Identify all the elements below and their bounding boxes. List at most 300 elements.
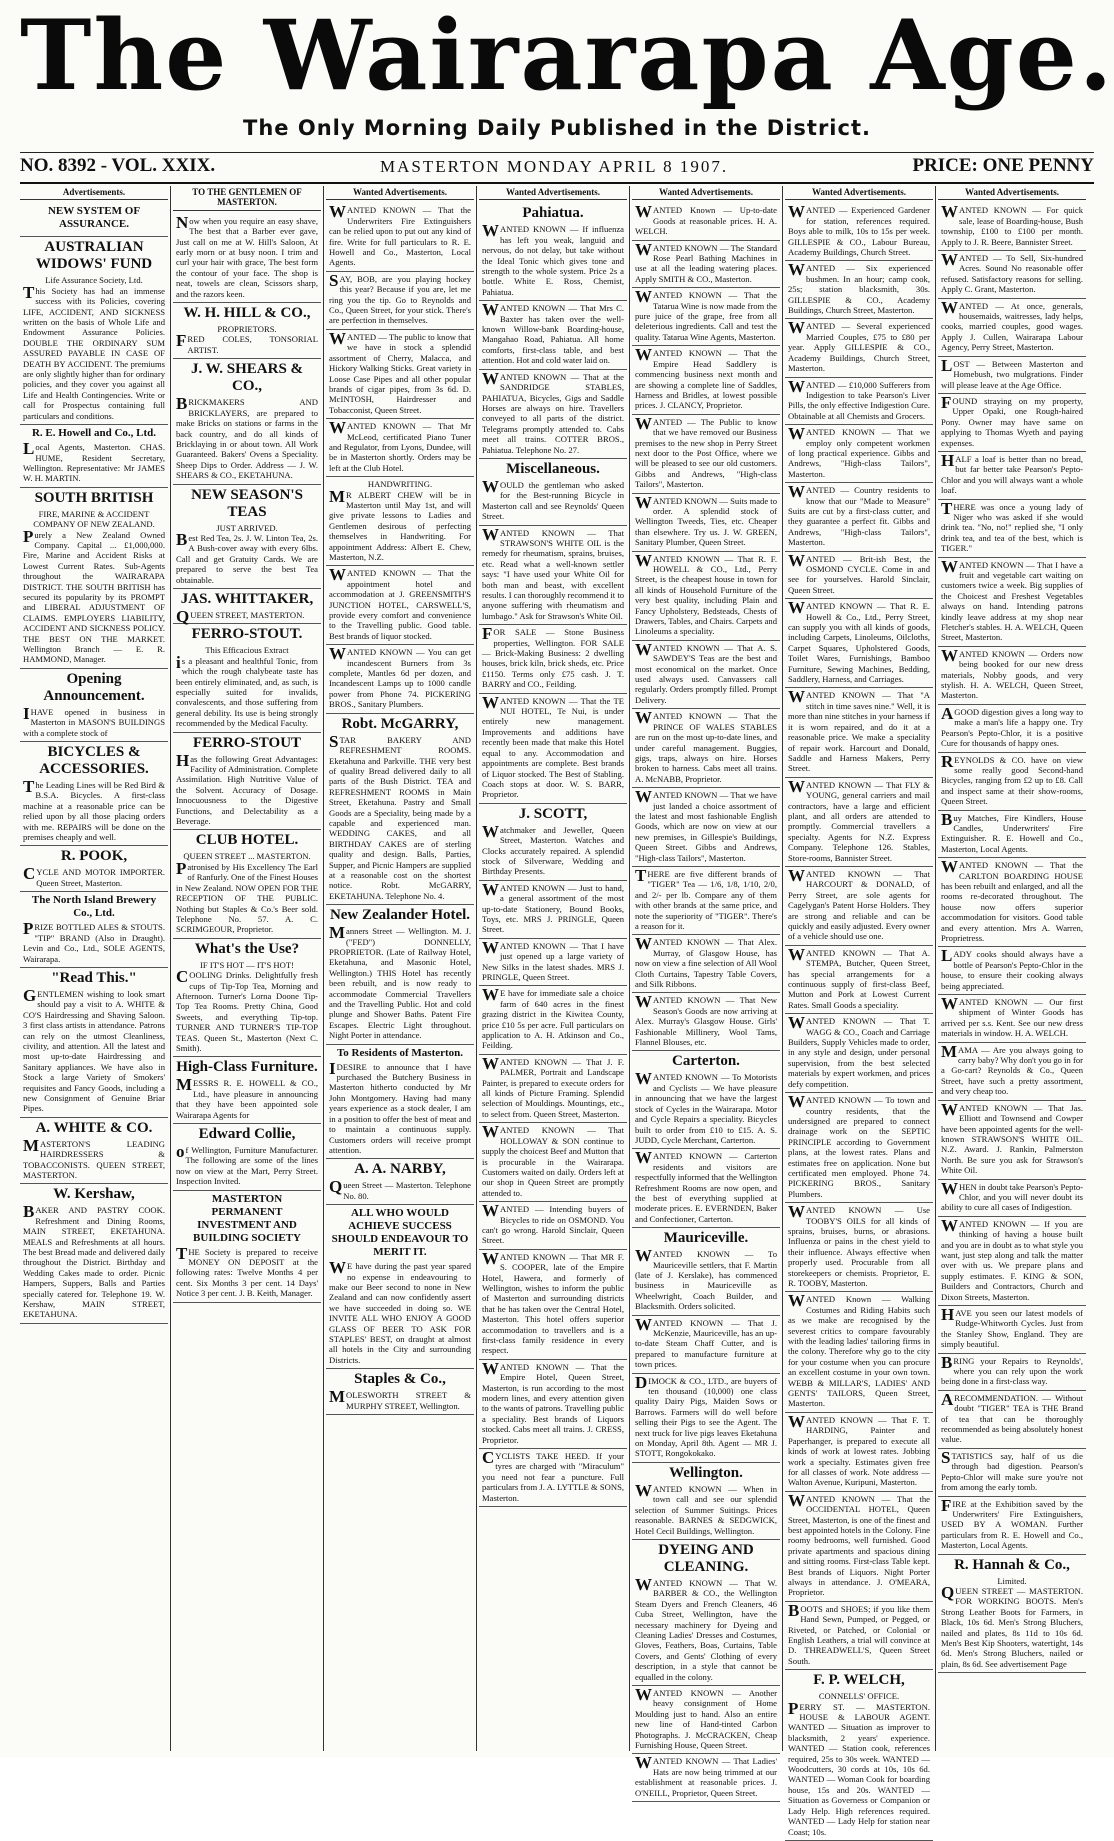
newspaper-column (173, 186, 321, 1751)
ad-body: WOULD the gentleman who asked for the Best-running Bicycle in Masterton call and see Reynolds' Queen Street. (482, 476, 624, 522)
ad-body: WANTED — To Sell, Six-hundred Acres. Sound No reasonable offer refused. Satisfactory reasons for selling. Apply C. Grant, Masterton. (941, 250, 1083, 295)
ad-heading: High-Class Furniture. (176, 1059, 318, 1076)
advertisement (938, 753, 1086, 811)
advertisement (173, 1124, 321, 1191)
advertisement (785, 867, 933, 946)
ad-heading: MASTERTON PERMANENT INVESTMENT AND BUILDING SOCIETY (193, 1192, 301, 1244)
ad-body: Watchmaker and Jeweller, Queen Street, Masterton. Watches and Clocks accurately repaired. A splendid stock of Silverware, Wedding and Birthday Presents. (482, 821, 624, 877)
advertisement (632, 1228, 780, 1315)
ad-body: QUEEN STREET, MASTERTON. (176, 606, 305, 626)
ad-body: REYNOLDS & CO. have on view some really good Second-hand Bicycles, ranging from £2 up to £8. Call and inspect same at their show-rooms, Queen Street. (941, 751, 1083, 807)
advertisement (632, 1686, 780, 1754)
ad-body: WANTED KNOWN — When in town call and see our splendid selection of Summer Suitings. Prices reasonable. BARNES & SEDGWICK, Hotel Cecil Buildings, Wellington. (635, 1480, 777, 1536)
advertisement (632, 346, 780, 414)
ad-body: WANTED — £10,000 Sufferers from Indigestion to take Pearson's Liver Pills, the only effective Indigestion Cure. Obtainable at all Chemists and Grocers. (788, 376, 930, 421)
ad-body: WANTED KNOWN — That New Season's Goods are now arriving at Alex. Murray's Glasgow House. Girls' Fashionable Millinery, Wool Tams, Flannel Blouses, etc. (635, 992, 777, 1048)
ad-body: Patronised by His Excellency The Earl of Ranfurly. One of the Finest Houses in New Zealand. NOW OPEN FOR THE RECEPTION OF THE PUBLIC. Nothing but Staples & Co.'s Beer sold. Telephone No. 57. A. C. SCRIMGEOUR, Proprietor. (176, 858, 318, 935)
advertisement (938, 1217, 1086, 1306)
ad-body: THERE was once a young lady of Niger who was asked if she would drink tea. "No, no!" replied she, "I only drink tea, and tea of the best, which is TIGER." (941, 498, 1083, 554)
ad-body: HALF a loaf is better than no bread, but far better take Pearson's Pepto-Chlor and you will always want a whole loaf. (941, 450, 1083, 496)
column-rule (782, 186, 783, 1751)
advertisement (632, 788, 780, 867)
column-rule (629, 186, 630, 1751)
advertisement (479, 1202, 627, 1250)
ad-body: WANTED KNOWN — To Mauriceville settlers, that F. Martin (late of J. Kerslake), has commenced business in Mauriceville as Wheelwright, Coach Builder, and Blacksmith. Orders solicited. (635, 1246, 777, 1312)
ad-body: WANTED KNOWN — You can get incandescent Burners from 3s complete, Mantles 6d per dozen, and Incandescent Lamps up to 1000 candle power from Phone 74. PICKERING BROS., Sanitary Plumbers. (329, 644, 471, 710)
ad-body: WANTED KNOWN — If you are thinking of having a house built and you are in doubt as to what style you want, just step along and talk the matter over with us. We prepare plans and supply estimates. F. KING & SON, Builders and Contractors, Church and Dixon Streets, Masterton. (941, 1215, 1083, 1302)
ad-subheading: IF IT'S HOT — IT'S HOT! (200, 959, 294, 970)
advertisement (326, 203, 474, 271)
ad-heading: NEW SEASON'S TEAS (191, 486, 303, 520)
ad-body: WANTED KNOWN — That the PRINCE OF WALES STABLES are run on the most up-to-date lines, and under careful management. Buggies, gigs, traps, always on hire. Horses broken to harness. Cabs meet all trains. A. McNABB, Proprietor. (635, 708, 777, 784)
ad-body: WANTED KNOWN — That the TE NUI HOTEL, Te Nui, is under entirely new management. Improvements and additions have recently been made that make this Hotel equal to any. Accommodation and appointments are complete. Best brands of Liquor stocked. The Best of Stabling. Coach stops at door. W. S. BARR, Proprietor. (482, 692, 624, 800)
ad-subheading: This Efficacious Extract (205, 645, 289, 656)
ad-heading: J. W. SHEARS & CO., (190, 361, 304, 395)
ad-heading: ALL WHO WOULD ACHIEVE SUCCESS SHOULD ENDEAVOUR TO MERIT IT. (331, 1207, 469, 1259)
ad-body: COOLING Drinks. Delightfully fresh cups of Tip-Top Tea, Morning and Afternoon. Turner's Lorna Doone Tip-Top Tea Rooms. Pretty China, Good Sweets, and everything Tip-top. TURNER AND TURNER'S TIP-TOP TEAS. Queen St., Masterton (Next C. Smith). (176, 967, 318, 1053)
advertisement (479, 694, 627, 804)
ad-heading: NEW SYSTEM OF ASSURANCE. (47, 205, 141, 231)
ad-body: WANTED — Intending buyers of Bicycles to ride on OSMOND. You can't go wrong. Harold Sinclair, Queen Street. (482, 1201, 624, 1246)
issue-date: MASTERTON MONDAY APRIL 8 1907. (380, 157, 729, 176)
advertisement (938, 251, 1086, 299)
ad-body: WANTED KNOWN — That Ladies' Hats are now being trimmed at our establishment at reasonable prices. J. O'NEILL, Proprietor, Queen Street. (635, 1753, 777, 1798)
ad-body: WANTED KNOWN — That "A stitch in time saves nine." Well, it is more than nine stitches in your harness if it is worn repaired, and do it at a reasonable price. We make a speciality of repair work. Harcourt and Donald, Saddle and Harness Makers, Perry Street. (788, 687, 930, 774)
advertisement (20, 968, 168, 1118)
ad-body: WANTED KNOWN — That the appointment hotel and accommodation at J. GREENSMITH'S JUNCTION HOTEL, CARSWELL'S, provide every comfort and convenience to the Travelling public. Good table. Best brands of liquor stocked. (329, 565, 471, 641)
ad-body: WANTED — Experienced Gardener for station, references required. Boys able to milk, 10s to 15s per week. GILLESPIE & CO., Labour Bureau, Academy Buildings, Church Street. (788, 202, 930, 258)
ad-heading: New Zealander Hotel. (329, 907, 471, 924)
advertisement (20, 488, 168, 669)
ad-heading: R. Hannah & Co., (954, 1556, 1070, 1573)
ad-body: WANTED KNOWN — For quick sale, lease of Boarding-house, Bush township, £100 to £100 per month. Apply to J. R. Beere, Bannister Street. (941, 202, 1083, 247)
advertisement (632, 415, 780, 494)
issue-price: PRICE: ONE PENNY (912, 155, 1094, 176)
ad-body: BRICKMAKERS AND BRICKLAYERS, are prepared to make Bricks on stations or farms in the back country, and do all kinds of Bricklaying in or about town. All Work Guaranteed. Bakers' Ovens a Speciality. Sheep Dips to Order. Address — J. W. SHEARS & CO., EKETAHUNA. (176, 394, 318, 481)
advertisement (479, 370, 627, 459)
ad-heading: DYEING AND CLEANING. (658, 1541, 754, 1575)
advertisement (479, 1250, 627, 1360)
ad-subheading: HANDWRITING. (367, 479, 433, 490)
ad-body: of Wellington, Furniture Manufacturer. The following are some of the lines now on view at the Mart, Perry Street. Inspection Invited. (176, 1142, 318, 1187)
advertisement (938, 394, 1086, 452)
ad-body: AGOOD digestion gives a long way to make a man's life a happy one. Try Pearson's Pepto-Chlor, it is a positive Cure for thousands of happy ones. (941, 703, 1083, 749)
ad-heading: Mauriceville. (663, 1230, 749, 1247)
ad-body: WANTED — Brit-ish Best, the OSMOND CYCLE. Come in and see for yourselves. Harold Sinclair, Queen Street. (788, 550, 930, 595)
ad-body: MESSRS R. E. HOWELL & CO., Ltd., have pleasure in announcing that they have been appointed sole Wairarapa Agents for (176, 1075, 318, 1120)
ad-body: FOR SALE — Stone Business properties, Wellington. FOR SALE — Brick-Making Business: 2 dwelling houses, brick kiln, brick sheds, etc. Price £1150. Terms only £75 cash. J. T. BARRY and CO., Feilding. (482, 624, 624, 690)
advertisement (326, 1045, 474, 1160)
advertisement (938, 947, 1086, 995)
ad-heading: J. SCOTT, (518, 805, 588, 822)
advertisement (632, 203, 780, 240)
advertisement (938, 995, 1086, 1043)
ad-body: WANTED KNOWN — That the Empire Head Saddlery is commencing business next month and are showing a complete line of Saddles, Harness and Bridles, at lowest possible prices. J. CLANCY, Proprietor. (635, 345, 777, 411)
column-heading: Wanted Advertisements. (938, 186, 1086, 200)
ad-body: WANTED KNOWN — That we have just landed a choice assortment of the latest and most fashionable English Goods, which are now on view at our new premises, in Gillespie's Buildings, Queen Street. Gibbs and Andrews, "High-class Tailors", Masterton. (635, 787, 777, 863)
ad-body: WANTED KNOWN — That the CARLTON BOARDING HOUSE has been rebuilt and enlarged, and all the rooms re-decorated throughout. The house now offers superior accommodation for visitors. Good table and every attention. Mrs A. Warren, Proprietress. (941, 857, 1083, 943)
ad-body: WANTED KNOWN — That the OCCIDENTAL HOTEL, Queen Street, Masterton, is one of the finest and best appointed hotels in the Colony. Fine roomy bedrooms, well furnished. Good private apartments and spacious dining and sitting rooms. First-class Table kept. Best brands of Liquors. Night Porter always in attendance. J. O'MEARA, Proprietor. (788, 1490, 930, 1598)
advertisement (326, 1205, 474, 1369)
newspaper-column (326, 186, 474, 1751)
ad-body: FRED COLES, TONSORIAL ARTIST. (176, 331, 318, 355)
advertisement (632, 641, 780, 709)
ad-body: Now when you require an easy shave, The best that a Barber ever gave, Just call on me at W. Hill's Saloon, At early morn or at busy noon. I trim and curl your hair with grace, The best form the contour of your face. The shop is neat, towels are clean, Scissors sharp, and the razors keen. (176, 212, 318, 299)
ad-body: WANTED — Several experienced Married Couples, £75 to £80 per year. Apply GILLESPIE & CO., Academy Buildings, Church Street, Masterton. (788, 318, 930, 374)
ad-body: WANTED KNOWN — That J. F. PALMER, Portrait and Landscape Painter, is prepared to execute orders for all kinds of Picture Framing. Splendid selection of Mouldings. Mountings, etc., to select from. Queen Street, Masterton. (482, 1053, 624, 1119)
ad-subheading: PROPRIETORS. (217, 324, 277, 335)
advertisement (785, 1203, 933, 1292)
ad-heading: W. Kershaw, (53, 1186, 135, 1203)
advertisement (479, 203, 627, 301)
ad-heading: Miscellaneous. (506, 460, 600, 477)
ad-body: Manners Street — Wellington. M. J. ("FED") DONNELLY, PROPRIETOR. (Late of Railway Hotel, Eketahuna, and Masonic Hotel, Wellington.) THIS Hotel has recently been rebuilt, and is now ready to accommodate Commercial Travellers and the Travelling Public. Hot and cold plunge and Shower Baths. Patent Fire Escapes. Electric Light throughout. Night Porter in attendance. (329, 923, 471, 1041)
advertisement (326, 645, 474, 713)
ad-heading: R. E. Howell and Co., Ltd. (31, 427, 157, 440)
advertisement (326, 566, 474, 645)
ad-heading: A. A. NARBY, (354, 1161, 446, 1178)
ad-body: WANTED KNOWN — That I have a fruit and vegetable cart waiting on customers twice a week. Big supplies of the Choicest and Freshest Vegetables always on hand. Intending patrons kindly leave address at my shop near Fletcher's stables. H. A. WELCH, Queen Street, Masterton. (941, 556, 1083, 643)
advertisement (938, 1180, 1086, 1217)
advertisement (20, 203, 168, 237)
newspaper-column (938, 186, 1086, 1751)
ad-subheading: FIRE, MARINE & ACCIDENT COMPANY OF NEW ZEALAND. (33, 508, 155, 530)
ad-heading: Carterton. (672, 1053, 740, 1070)
ad-body: WHEN in doubt take Pearson's Pepto-Chlor, and you will never doubt its ability to cure all cases of Indigestion. (941, 1178, 1083, 1213)
advertisement (632, 1540, 780, 1686)
ad-body: DIMOCK & CO., LTD., are buyers of ten thousand (10,000) one class quality Dairy Pigs, Maiden Sows or Barrows. Farmers will do well before selling their Pigs to see the Agent. The next truck for live pigs leaves Eketahuna on Monday, April 8th. Agent — MR J. STOTT, Rongokokako. (635, 1372, 777, 1459)
advertisement (20, 1184, 168, 1323)
newspaper-column (479, 186, 627, 1751)
ad-body: WANTED KNOWN — Just to hand, a general assortment of the most up-to-date Stationery, Bound Books, Toys, etc. MRS J. PRINGLE, Queen Street. (482, 879, 624, 935)
top-rule (20, 152, 1094, 153)
ad-subheading: CONNELLS' OFFICE. (818, 1691, 900, 1702)
dateline (20, 155, 1094, 183)
advertisement (938, 705, 1086, 753)
advertisement (20, 669, 168, 742)
ad-body: WANTED KNOWN — That J. McKenzie, Mauriceville, has an up-to-date Steam Chaff Cutter, and is prepared to manufacture furniture at town prices. (635, 1314, 777, 1370)
advertisement (479, 1055, 627, 1123)
advertisement (785, 483, 933, 551)
advertisement (785, 599, 933, 688)
masthead-title: The Wairarapa Age. (20, 0, 1114, 112)
ad-body: WANTED KNOWN — To Motorists and Cyclists — We have pleasure in announcing that we have the largest stock of Cycles in the Wairarapa. Motor and Cycle Repairs a speciality. Bicycles built to order from £10 to £15. A. S. JUDD, Cycle Merchant, Carterton. (635, 1069, 777, 1145)
advertisement (785, 552, 933, 600)
ad-body: MOLESWORTH STREET & MURPHY STREET, Wellington. (329, 1387, 471, 1411)
advertisement (938, 1391, 1086, 1449)
advertisement (785, 319, 933, 377)
advertisement (173, 589, 321, 624)
ad-heading: SOUTH BRITISH (34, 489, 154, 506)
column-rule (935, 186, 936, 1751)
advertisement (632, 494, 780, 552)
ad-body: Has the following Great Advantages: Facility of Administration. Complete Assimilation. High Nutritive Value of the Solvent. Accuracy of Dosage. Innocuousness to the Digestive Functions, and Delectability as a Beverage. (176, 750, 318, 827)
ad-body: WANTED KNOWN — That F. T. HARDING, Painter and Paperhanger, is prepared to execute all kinds of work at lowest rates. Jobbing work a specialty. Estimates given free for all classes of work. Note address — Walton Avenue, Kuripuni, Masterton. (788, 1411, 930, 1488)
ad-body: WANTED KNOWN — That MR F. S. COOPER, late of the Empire Hotel, Hawera, and formerly of Wellington, wishes to inform the public of Masterton and surrounding districts that he has taken over the Central Hotel, Masterton. This hotel offers superior accommodation to travellers and is a first-class family residence in every respect. (482, 1248, 624, 1356)
advertisement (632, 993, 780, 1051)
advertisement (632, 1463, 780, 1540)
advertisement (938, 858, 1086, 947)
advertisement (632, 935, 780, 993)
advertisement (326, 272, 474, 330)
ad-body: The Leading Lines will be Red Bird & B.S.A. Bicycles. A first-class machine at a reasonable price can be relied upon by all those placing orders with me. REPAIRS will be done on the premises cheaply and well. (23, 777, 165, 843)
advertisement (479, 526, 627, 626)
advertisement (938, 1306, 1086, 1354)
advertisement (326, 330, 474, 419)
advertisement (20, 1118, 168, 1185)
ad-body: WANTED KNOWN — Orders now being booked for our new dress materials, Nobby goods, and very stylish. H. A. WELCH, Queen Street, Masterton. (941, 645, 1083, 701)
advertisement (20, 892, 168, 968)
column-area (20, 186, 1094, 1837)
ad-body: THERE are five different brands of "TIGER" Tea — 1/6, 1/8, 1/10, 2/0, and 2/- per lb. Compare any of them with other brands at the same price, and note the superiority of "TIGER". There's a reason for it. (635, 865, 777, 931)
ad-body: PERRY ST. — MASTERTON. HOUSE & LABOUR AGENT. WANTED — Situation as improver to blacksmith, 2 years' experience. WANTED — Station cook, references required, 25s to 30s week. WANTED — Woodcutters, 30 cords at 10s, 10s 6d. WANTED — Woman Cook for boarding house, 15s and 20s. WANTED — Situation as Governess or Companion or Lady Help. High references required. WANTED — Lady Help for station near Coast; 10s. (788, 1698, 930, 1837)
ad-body: STATISTICS say, half of us die through bad digestion. Pearson's Pepto-Chlor will make sure you're not from among the early tomb. (941, 1447, 1083, 1493)
advertisement (938, 1354, 1086, 1391)
ad-body: IHAVE opened in business in Masterton in MASON'S BUILDINGS with a complete stock of (23, 703, 165, 738)
advertisement (785, 778, 933, 867)
ad-body: BOOTS and SHOES; if you like them Hand Sewn, Pumped, or Pegged, or Riveted, or Patched, or Colonial or English Leathers, a trial will convince at D. THREADWELL'S, Queen Street South. (788, 1600, 930, 1666)
column-rule (476, 186, 477, 1751)
ad-body: HAVE you seen our latest models of Rudge-Whitworth Cycles. Just from the Stanley Show, England. They are simply beautiful. (941, 1305, 1083, 1350)
ad-body: is a pleasant and healthful Tonic, from which the rough chalybeate taste has been entirely eliminated, and, as such, is especially suited for invalids, convalescents, and those suffering from general debility. Its use is being strongly recommended by the Medical Faculty. (176, 652, 318, 729)
advertisement (173, 733, 321, 831)
advertisement (938, 1101, 1086, 1180)
advertisement (173, 303, 321, 359)
advertisement (632, 288, 780, 346)
ad-body: LOST — Between Masterton and Homebush, two mulgrations. Finder will please leave at the Age Office. (941, 355, 1083, 390)
newspaper-column (632, 186, 780, 1798)
ad-body: Queen Street — Masterton. Telephone No. 80. (329, 1177, 471, 1201)
ad-heading: CLUB HOTEL. (195, 832, 299, 849)
advertisement (173, 1191, 321, 1303)
masthead (20, 0, 1114, 120)
advertisement (785, 1670, 933, 1841)
advertisement (479, 804, 627, 881)
advertisement (938, 299, 1086, 357)
ad-heading: Wellington. (669, 1464, 743, 1481)
advertisement (938, 203, 1086, 251)
ad-body: THE Society is prepared to receive MONEY ON DEPOSIT at the following rates: Twelve Months 4 per cent. Six Months 3 per cent. 14 Days' Notice 3 per cent. J. B. Keith, Manager. (176, 1243, 318, 1299)
ad-body: WANTED KNOWN — That FLY & YOUNG, general carriers and mail contractors, have a large and efficient plant, and all orders are attended to promptly. Commercial travellers a specialty. Agents for N.Z. Express Company. Telephone 126. Stables, Store-rooms, Bannister Street. (788, 776, 930, 863)
advertisement (479, 459, 627, 526)
ad-body: MAMA — Are you always going to carry baby? Why don't you go in for a Go-cart? Reynolds & Co., Queen Street, have such a pretty assortment, and very cheap too. (941, 1041, 1083, 1097)
column-rule (323, 186, 324, 1751)
advertisement (326, 419, 474, 477)
ad-body: BAKER AND PASTRY COOK. Refreshment and Dining Rooms, MAIN STREET, EKETAHUNA. MEALS and Refreshments at all hours. The best Bread made and delivered daily throughout the District. Birthday and Wedding Cakes made to order. Picnic Hampers, Suppers, Balls and Parties specially catered for. Telephone 19. W. Kershaw, MAIN STREET, EKETAHUNA. (23, 1202, 165, 1320)
ad-heading: Opening Announcement. (43, 670, 145, 704)
ad-heading: To Residents of Masterton. (336, 1046, 464, 1059)
ad-heading: "Read This." (51, 969, 137, 986)
advertisement (785, 1093, 933, 1203)
ad-body: WANTED KNOWN — That the Tatarua Wine is now made from the pure juice of the grape, free from all deleterious ingredients. Call and test the quality. Tatarua Wine Agents, Masterton. (635, 287, 777, 342)
ad-body: WANTED KNOWN — That W. BARBER & CO., the Wellington Steam Dyers and French Cleaners, 46 Cuba Street, Wellington, have the necessary machinery for Dyeing and Cleaning Ladies' Dresses and Costumes, Gloves, Feathers, Boas, Curtains, Table Covers, and Gents' Clothing of every description, in a style that cannot be equalled in the colony. (635, 1574, 777, 1682)
ad-body: WANTED KNOWN — That Alex. Murray, of Glasgow House, has now on view a fine selection of All Wool Cloth Curtains, Tapestry Table Covers, and Silk Ribbons. (635, 934, 777, 990)
ad-heading: FERRO-STOUT. (191, 626, 303, 643)
advertisement (938, 1043, 1086, 1101)
advertisement (479, 881, 627, 939)
ad-body: WANTED KNOWN — That I have just opened up a large variety of New Silks in the latest shades. MRS J. PRINGLE, Queen Street. (482, 937, 624, 982)
ad-body: WANTED KNOWN — That Mr McLeod, certificated Piano Tuner and Regulator, from Lyons, Dundee, will be in Masterton shortly. Orders may be left at the Club Hotel. (329, 418, 471, 473)
column-heading: Wanted Advertisements. (479, 186, 627, 200)
advertisement (938, 811, 1086, 859)
ad-body: MR ALBERT CHEW will be in Masterton until May 1st, and will give private lessons to Ladies and Gentlemen desirous of perfecting themselves in Handwriting. For appointment Address: Albert E. Chew, Masterton, N.Z. (329, 486, 471, 562)
advertisement (173, 939, 321, 1058)
advertisement (785, 1292, 933, 1412)
advertisement (479, 1123, 627, 1202)
ad-body: WANTED KNOWN — Another heavy consignment of Home Moulding just to hand. Also an entire new line of Hand-tinted Carbon Photographs. J. McCRACKEN, Cheap Furnishing House, Queen Street. (635, 1684, 777, 1750)
newspaper-column (785, 186, 933, 1837)
ad-heading: Robt. McGARRY, (341, 715, 459, 732)
ad-body: WANTED KNOWN — That R. E. Howell & Co., Ltd., Perry Street, can supply you with all kinds of goods, including Carpets, Linoleums, Oilcloths, Carpet Squares, Upholstered Goods, Toilet Wares, Furnishings, Bamboo Furniture, Sewing Machines, Bedding, Saddlery, Harness, and Carriages. (788, 598, 930, 685)
ad-heading: What's the Use? (194, 940, 300, 957)
ad-heading: A. WHITE & CO. (35, 1119, 153, 1136)
advertisement (632, 1051, 780, 1149)
advertisement (938, 1555, 1086, 1674)
column-heading: Advertisements. (20, 186, 168, 200)
advertisement (20, 237, 168, 425)
ad-heading: Staples & Co., (354, 1371, 446, 1388)
ad-body: WE have for immediate sale a choice farm of 640 acres in the finest grazing district in the Kiwitea County, price £10 5s per acre. Full particulars on application to A. H. Atkinson and Co., Feilding. (482, 985, 624, 1051)
ad-body: Purely a New Zealand Owned Company. Capital ... £1,000,000. Fire, Marine and Accident Risks at Lowest Current Rates. Sub-Agents throughout the WAIRARAPA DISTRICT. THE SOUTH BRITISH has secured its popularity by its PROMPT and LIBERAL ADJUSTMENT OF CLAIMS. EMPLOYERS LIABILITY, ACCIDENT AND SICKNESS POLICY. THE BEST ON THE MARKET. Wellington Branch — E. R. HAMMOND, Manager. (23, 526, 165, 665)
ad-body: BRING your Repairs to Reynolds', where you can rely upon the work being done in a first-class way. (941, 1352, 1083, 1387)
ad-body: Buy Matches, Fire Kindlers, House Candles, Underwriters' Fire Extinguisher. R. E. Howell and Co., Masterton, Local Agents. (941, 809, 1083, 854)
ad-body: WANTED KNOWN — Use TOOBY'S OILS for all kinds of sprains, bruises, burns, or abrasions. Influenza or pains in the chest yield to their influence. Always effective when properly used. Procurable from all storekeepers or chemists. Proprietor, E. R. TOOBY, Masterton. (788, 1202, 930, 1288)
ad-subheading: Life Assurance Society, Ltd. (45, 275, 143, 286)
advertisement (632, 1374, 780, 1463)
ad-body: IDESIRE to announce that I have purchased the Butchery Business in Masterton hitherto conducted by Mr John Montgomery. Having had many years experience as a stock dealer, I am in a position to offer the best of meat and to maintain a continuous supply. Customers orders will receive prompt attention. (329, 1058, 471, 1155)
advertisement (479, 625, 627, 693)
advertisement (632, 709, 780, 788)
ad-body: WANTED KNOWN — That A. STEMPA, Butcher, Queen Street, has special arrangements for a continuous supply of first-class Beef, Mutton and Pork at Lowest Current Rates. Small Goods a speciality. (788, 944, 930, 1010)
advertisement (173, 485, 321, 589)
ad-body: WANTED KNOWN — That we employ only competent workmen of long practical experience. Gibbs and Andrews, "High-class Tailors", Masterton. (788, 424, 930, 479)
ad-heading: R. POOK, (60, 848, 128, 865)
masthead-subtitle: The Only Morning Daily Published in the District. (243, 116, 871, 140)
ad-heading: The North Island Brewery Co., Ltd. (31, 894, 157, 920)
advertisement (173, 359, 321, 484)
ad-body: CYCLE AND MOTOR IMPORTER. Queen Street, Masterton. (23, 864, 165, 888)
ad-body: WANTED KNOWN — That HOLLOWAY & SON continue to supply the choicest Beef and Mutton that is procurable in the Wairarapa. Customers waited on daily. Orders left at our shop in Queen Street are promptly attended to. (482, 1122, 624, 1198)
ad-body: MASTERTON'S LEADING HAIRDRESSERS & TOBACCONISTS. QUEEN STREET, MASTERTON. (23, 1135, 165, 1180)
advertisement (938, 500, 1086, 558)
advertisement (326, 1159, 474, 1205)
ad-body: SAY, BOB, are you playing hockey this year? Because if you are, let me ring you the tip. Go to Reynolds and Co., Queen Street, for your stick. There's are perfection in themselves. (329, 270, 471, 326)
ad-body: QUEEN STREET — MASTERTON. FOR WORKING BOOTS. Men's Strong Leather Boots for Farmers, in Black, 10s 6d. Men's Strong Bluchers, nailed and plates, 8s 11d to 10s 6d. Men's Best Kip Shooters, watertight, 14s 6d. Men's Strong Bluchers, nailed or plain, 8s 6d. See advertisement Page (941, 1582, 1083, 1669)
advertisement (785, 378, 933, 426)
ad-body: WANTED KNOWN — That Jas. Elliott and Townsend and Cowper have been appointed agents for the well-known STRAWSON'S WHITE OIL. N.Z. Award. J. Rankin, Palmerston North. Be sure you ask for Strawson's White Oil. (941, 1099, 1083, 1176)
ad-heading: BICYCLES & ACCESSORIES. (39, 744, 149, 778)
advertisement (479, 1449, 627, 1507)
advertisement (479, 986, 627, 1054)
ad-body: WANTED KNOWN — That R. F. HOWELL & CO., Ltd., Perry Street, is the cheapest house in town for all kinds of Household Furniture of the very best quality, including Plain and Fancy Upholstery, Bedsteads, Chests of Drawers, Tables, and Chairs. Carpets and Linoleums a speciality. (635, 550, 777, 637)
ad-body: WANTED KNOWN — The Standard Rose Pearl Bathing Machines in use at all the leading watering places. Apply SMITH & CO., Masterton. (635, 239, 777, 284)
ad-body: WANTED KNOWN — That at the SANDRIDGE STABLES, PAHIATUA, Bicycles, Gigs and Saddle Horses are always on hire. Travellers conveyed to all parts of the district. Telegrams promptly attended to. Cabs meet all trains. COTTER BROS., Pahiatua. Telephone No. 27. (482, 368, 624, 455)
advertisement (326, 477, 474, 566)
ad-subheading: JUST ARRIVED. (216, 522, 278, 533)
ad-subheading: QUEEN STREET ... MASTERTON. (183, 851, 311, 862)
advertisement (785, 1014, 933, 1093)
advertisement (173, 214, 321, 303)
advertisement (173, 624, 321, 732)
ad-body: WANTED KNOWN — That HARCOURT & DONALD, of Perry Street, are sole agents for Cagelygan's Patent Horse Holders. They are strong and reliable and can be quickly and easily adjusted. Every owner of a vehicle should use one. (788, 865, 930, 942)
column-rule (170, 186, 171, 1751)
ad-body: ARECOMMENDATION. — Without doubt "TIGER" TEA is THE Brand of tea that can be thoroughly recommended as being absolutely honest value. (941, 1389, 1083, 1445)
ad-body: CYCLISTS TAKE HEED. If your tyres are charged with "Miraculum" you need not fear a puncture. Full particulars from J. A. LYTTLE & SONS, Masterton. (482, 1448, 624, 1503)
ad-body: WANTED — The public to know that we have in stock a splendid assortment of Cherry, Malacca, and Hickory Walking Sticks. Great variety in Loose Case Pipes and all other popular brands of cigar pipes, from 3s 6d. D. McINTOSH, Hairdresser and Tobacconist, Queen Street. (329, 328, 471, 415)
ad-body: WE have during the past year spared no expense in endeavouring to make our Beer second to none in New Zealand and can now confidently assert we have succeeded in doing so. WE INVITE ALL WHO ENJOY A GOOD GLASS OF BEER TO ASK FOR STAPLES' BEST, on draught at almost all hotels in the City and surrounding Districts. (329, 1258, 471, 1365)
ad-body: This Society has had an immense success with its Policies, covering LIFE, ACCIDENT, AND SICKNESS written on the basis of Whole Life and Endowment Assurance Policies. DOUBLE THE ORDINARY SUM ASSURED PAYABLE IN CASE OF DEATH BY ACCIDENT. The premiums are only slightly higher than for ordinary policies, and they cover you against all Life and Health Contingencies. Write or call for Prospectus containing full particulars and conditions. (23, 282, 165, 421)
ad-body: FOUND straying on my property, Upper Opaki, one Rough-haired Pony. Owner may have same on applying to Thomas Wyeth and paying expenses. (941, 392, 1083, 448)
ad-body: LADY cooks should always have a bottle of Pearson's Pepto-Chlor in the house, to ensure their cooking always being appreciated. (941, 946, 1083, 991)
advertisement (632, 867, 780, 935)
ad-body: WANTED KNOWN — Carterton residents and visitors are respectfully informed that the Wellington Refreshment Rooms are now open, and the best of everything supplied at moderate prices. E. EVERNDEN, Baker and Confectioner, Carterton. (635, 1148, 777, 1224)
newspaper-column (20, 186, 168, 1751)
ad-body: STAR BAKERY AND REFRESHMENT ROOMS. Eketahuna and Parkville. THE very best of quality Bread delivered daily to all parts of the Bush District. TEA and REFRESHMENT ROOMS in Main Street, Eketahuna. Pastry and Small Goods are a Speciality, being made by a capable and experienced man. WEDDING CAKES, and all BIRTHDAY CAKES are of sterling quality and design. Balls, Parties, Supper, and Picnic Hampers are supplied at a reasonable cost on the shortest notice. Robt. McGARRY, EKETAHUNA. Telephone No. 4. (329, 731, 471, 901)
ad-body: WANTED KNOWN — If influenza has left you weak, languid and nervous, do not delay, but take without the Ideal Tonic which gives tone and strength to the whole system. Price 2s a bottle. White E. Ross, Chemist, Pahiatua. (482, 221, 624, 297)
column-heading: Wanted Advertisements. (785, 186, 933, 200)
ad-heading: AUSTRALIAN WIDOWS' FUND (35, 239, 153, 273)
advertisement (785, 1492, 933, 1602)
advertisement (785, 261, 933, 319)
ad-body: GENTLEMEN wishing to look smart should pay a visit to A. WHITE & CO'S Hairdressing and Shaving Saloon. 3 first class artists in attendance. Patrons can rely on the utmost Cleanliness, civility, and attention. All the latest and most up-to-date Hairdressing and Sanitary appliances. We have also in Stock a large Variety of Smokers' requisites and Fancy Goods, including a new Consignment of Genuine Briar Pipes. (23, 985, 165, 1114)
ad-body: PRIZE BOTTLED ALES & STOUTS. "TIP" BRAND (Also in Draught). Levin and Co., Ltd., SOLE AGENTS, Wairarapa. (23, 919, 165, 964)
ad-heading: JAS. WHITTAKER, (180, 590, 314, 607)
ad-heading: F. P. WELCH, (813, 1672, 905, 1689)
advertisement (785, 688, 933, 777)
ad-body: WANTED — Six experienced bushmen. In an hour; camp cook, 25s; station blacksmith, 30s. GILLESPIE & CO., Academy Buildings, Church Street, Masterton. (788, 260, 930, 316)
ad-body: WANTED KNOWN — That the Empire Hotel, Queen Street, Masterton, is run according to the most modern lines, and every attention given to the wants of patrons. Travelling public a speciality. Best brands of Liquors stocked. Cabs meet all trains. J. CRESS, Proprietor. (482, 1358, 624, 1445)
ad-heading: W. H. HILL & CO., (183, 305, 311, 322)
ad-body: WANTED — The Public to know that we have removed our Business premises to the new shop in Perry Street next door to the Post Office, where we will be pleased to see our old customers. Gibbs and Andrews, "High-class Tailors", Masterton. (635, 413, 777, 490)
advertisement (938, 558, 1086, 647)
advertisement (479, 1360, 627, 1449)
ad-body: WANTED KNOWN — That A. S. SAWDEY'S Teas are the best and most economical on the market. Once used always used. Canvassers call regularly. Orders promptly filled. Prompt Delivery. (635, 639, 777, 705)
advertisement (785, 425, 933, 483)
advertisement (632, 1754, 780, 1802)
advertisement (20, 742, 168, 846)
ad-body: WANTED KNOWN — That T. WAGG & CO., Coach and Carriage Builders, Supply Vehicles made to order, in any style and design, under personal supervision, from the best selected materials by expert workmen, and prices defy competition. (788, 1013, 930, 1089)
ad-body: WANTED KNOWN — Our first shipment of Winter Goods has arrived per s.s. Kent. See our new dress materials in window. H. A. WELCH. (941, 994, 1083, 1039)
ad-heading: FERRO-STOUT (192, 734, 302, 751)
advertisement (938, 647, 1086, 705)
advertisement (938, 1449, 1086, 1497)
advertisement (326, 1369, 474, 1415)
advertisement (173, 1057, 321, 1124)
ad-body: WANTED Known — Walking Costumes and Riding Habits such as we make are recognised by the severest critics to compare favourably with the leading ladies' tailoring firms in the colony. Therefore why go to the city for your costume when you can procure an excellent costume in your own town. WEBB & MILLAR'S, LADIES' AND GENTS' TAILORS, Queen Street, Masterton. (788, 1291, 930, 1409)
ad-body: WANTED KNOWN — To town and country residents, that the undersigned are prepared to connect drainage work on the SEPTIC PRINCIPLE according to Government plans, at the lowest rates. Plans and estimates free on application. None but certificated men employed. Phone 74. PICKERING BROS., Sanitary Plumbers. (788, 1092, 930, 1199)
ad-body: Local Agents, Masterton. CHAS. HUME, Resident Secretary, Wellington. Representative: Mr JAMES W. H. MARTIN. (23, 439, 165, 484)
advertisement (938, 452, 1086, 500)
ad-body: Best Red Tea, 2s. J. W. Linton Tea, 2s. A Bush-cover away with every 6lbs. Call and get Gratuity Cards. We are prepared to serve the best Tea obtainable. (176, 529, 318, 585)
ad-body: WANTED — Country residents to know that our "Made to Measure" Suits are cut by a first-class cutter, and they guarantee a perfect fit. Gibbs and Andrews, "High-class Tailors", Masterton. (788, 482, 930, 548)
ad-body: FIRE at the Exhibition saved by the Underwriters' Fire Extinguishers, USED BY A WOMAN. Further particulars from R. E. Howell and Co., Masterton, Local Agents. (941, 1495, 1083, 1551)
ad-body: WANTED KNOWN — That Mrs C. Baxter has taken over the well-known Willow-bank Boarding-house, Mangahao Road, Pahiatua. All home comforts, first-class table, and best attention. Hot and cold water laid on. (482, 300, 624, 366)
ad-body: WANTED KNOWN — That STRAWSON'S WHITE OIL is the remedy for rheumatism, sprains, bruises, etc. Read what a well-known settler says: "I have used your White Oil for both man and beast, with excellent results. I can thoroughly recommend it to anyone suffering with rheumatism and lumbago." Ask for Strawson's White Oil. (482, 524, 625, 621)
advertisement (632, 241, 780, 289)
advertisement (632, 1149, 780, 1228)
advertisement (20, 425, 168, 488)
advertisement (938, 1497, 1086, 1555)
advertisement (326, 905, 474, 1044)
advertisement (785, 1602, 933, 1670)
advertisement (20, 846, 168, 892)
advertisement (479, 301, 627, 369)
ad-heading: Pahiatua. (522, 205, 584, 222)
ad-subheading: Limited. (997, 1575, 1027, 1586)
ad-body: WANTED KNOWN — That the Underwriters Fire Extinguishers can be relied upon to put out any kind of fire. Write for full particulars to R. E. Howell and Co., Masterton, Local Agents. (329, 202, 471, 268)
advertisement (326, 714, 474, 906)
ad-body: WANTED Known — Up-to-date Goods at reasonable prices. H. A. WELCH. (635, 202, 777, 237)
